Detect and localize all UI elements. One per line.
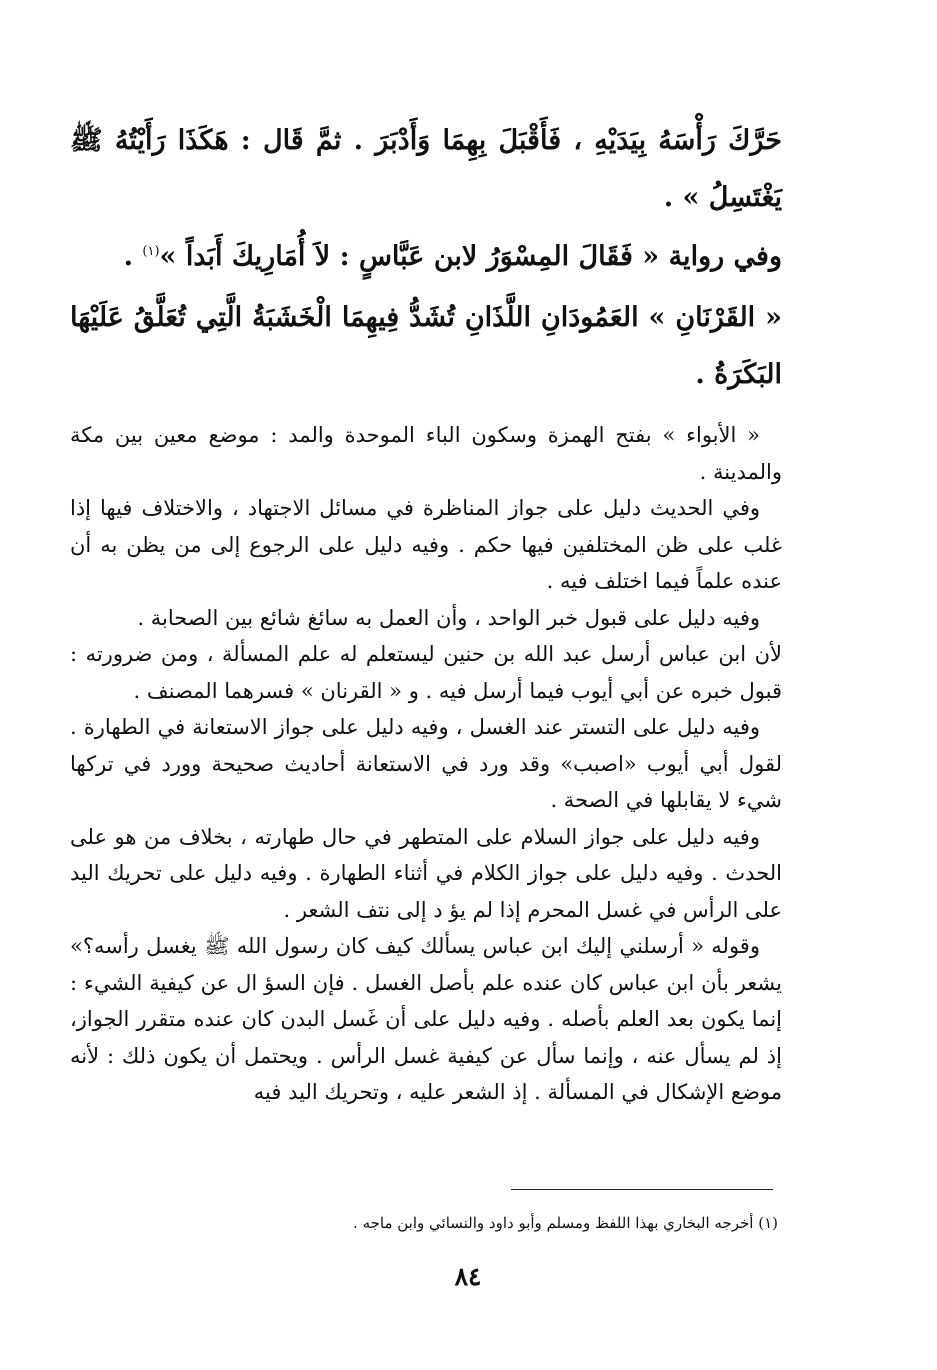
hadith-gloss: « القَرْنَانِ » العَمُودَانِ اللَّذَانِ تُشَدُّ فِيهِمَا الْخَشَبَةُ الَّتِي تُعَلَّقُ عَلَيْهَا البَكَرَةُ . (70, 302, 782, 390)
page-content (70, 112, 782, 1111)
footnote: (١) أخرجه البخاري بهذا اللفظ ومسلم وأبو داود والنسائي وابن ماجه . (353, 1214, 778, 1232)
footnote-reference: (١) (142, 244, 160, 259)
paragraph-abwa: « الأبواء » بفتح الهمزة وسكون الباء الموحدة والمد : موضع معين بين مكة والمدينة . (70, 423, 782, 484)
footnote-divider (511, 1189, 773, 1190)
hadith-narration (70, 228, 782, 285)
paragraph-salam: وفيه دليل على جواز السلام على المتطهر في حال طهارته ، بخلاف من هو على الحدث . وفيه دليل على جواز الكلام في أثناء الطهارة . وفيه دليل على تحريك اليد على الرأس في غسل المحرم إذا لم يؤ د إلى نتف الشعر . (70, 824, 782, 922)
paragraph-tasattur: وفيه دليل على التستر عند الغسل ، وفيه دليل على جواز الاستعانة في الطهارة . لقول أبي أيوب «اصبب» وقد ورد في الاستعانة أحاديث صحيحة وورد في تركها شيء لا يقابلها في الصحة . (70, 715, 782, 812)
paragraph-khabar-wahid: وفيه دليل على قبول خبر الواحد ، وأن العمل به سائغ شائع بين الصحابة . (137, 605, 760, 630)
hadith-text-line-1: حَرَّكَ رَأْسَهُ بِيَدَيْهِ ، فَأَقْبَلَ بِهِمَا وَأَدْبَرَ . ثمَّ قَال : هَكَذَا رَأَيْتُهُ ﷺ يَغْتَسِلُ » . (70, 125, 782, 213)
page-number: ٨٤ (454, 1262, 482, 1291)
commentary (70, 417, 782, 1111)
paragraph-ibn-abbas: لأن ابن عباس أرسل عبد الله بن حنين ليستعلم له علم المسألة ، ومن ضرورته : قبول خبره عن أبي أيوب فيما أرسل فيه . و « القرنان » فسرهما المصنف . (70, 642, 782, 703)
paragraph-munazara: وفي الحديث دليل على جواز المناظرة في مسائل الاجتهاد ، والاختلاف فيها إذا غلب على ظن المختلفين فيها حكم . وفيه دليل على الرجوع إلى من يظن به أن عنده علماً فيما اختلف فيه . (70, 496, 782, 593)
narration-end: . (123, 241, 143, 272)
paragraph-qawluhu: وقوله « أرسلني إليك ابن عباس يسألك كيف كان رسول الله ﷺ يغسل رأسه؟» يشعر بأن ابن عباس كان عنده علم بأصل الغسل . فإن السؤ ال عن كيفية الشيء : إنما يكون بعد العلم بأصله . وفيه دليل على أن غَسل البدن كان عنده متقرر الجواز، إذ لم يسأل عنه ، وإنما سأل عن كيفية غسل الرأس . ويحتمل أن يكون ذلك : لأنه موضع الإشكال في المسألة . إذ الشعر عليه ، وتحريك اليد فيه (70, 934, 782, 1104)
narration-text: وفي رواية « فَقَالَ المِسْوَرُ لابن عَبَّاسٍ : لاَ أُمَارِيكَ أَبَداً » (159, 241, 782, 272)
